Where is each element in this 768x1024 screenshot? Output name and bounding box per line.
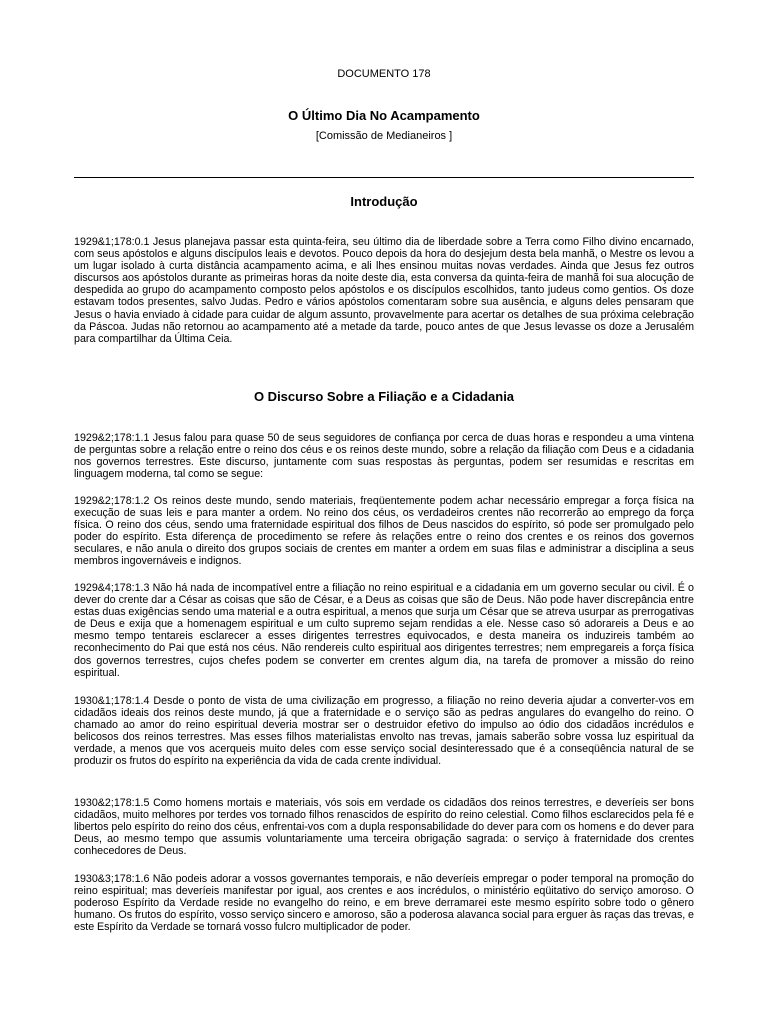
- paragraph: 1929&2;178:1.1 Jesus falou para quase 50 de seus seguidores de confiança por cerca de duas horas e respondeu a uma vintena de perguntas sobre a relação entre o reino dos céus e os reinos deste mundo, sobre a relação da filiação com Deus e a cidadania nos governos terrestres. Este discurso, juntamente com suas respostas às perguntas, podem ser resumidas e rescritas em linguagem moderna, tal como se segue:: [74, 432, 694, 481]
- horizontal-rule: [74, 177, 694, 178]
- paragraph: 1929&2;178:1.2 Os reinos deste mundo, sendo materiais, freqüentemente podem achar necessário empregar a força física na execução de suas leis e para manter a ordem. No reino dos céus, os verdadeiros crentes não recorrerão ao emprego da força física. O reino dos céus, sendo uma fraternidade espiritual dos filhos de Deus nascidos do espírito, só pode ser promulgado pelo poder do espírito. Esta diferença de procedimento se refere às relações entre o reino dos crentes e os reinos dos governos seculares, e não anula o direito dos grupos sociais de crentes em manter a ordem em suas filas e administrar a disciplina a seus membros ingovernáveis e indignos.: [74, 495, 694, 568]
- section-heading-introduction: Introdução: [350, 194, 418, 209]
- paragraph: 1930&3;178:1.6 Não podeis adorar a vossos governantes temporais, e não deveríeis empregar o poder temporal na promoção do reino espiritual; mas deveríeis manifestar por igual, aos crentes e aos incrédulos, o ministério eqüitativo do serviço amoroso. O poderoso Espírito da Verdade reside no evangelho do reino, e em breve derramarei este mesmo espírito sobre todo o gênero humano. Os frutos do espírito, vosso serviço sincero e amoroso, são a poderosa alavanca social para erguer às raças das trevas, e este Espírito da Verdade se tornará vosso fulcro multiplicador de poder.: [74, 873, 694, 934]
- document-title: O Último Dia No Acampamento: [288, 108, 480, 123]
- section-heading-discourse: O Discurso Sobre a Filiação e a Cidadania: [253, 389, 515, 404]
- paragraph: 1930&1;178:1.4 Desde o ponto de vista de uma civilização em progresso, a filiação no reino deveria ajudar a converter-vos em cidadãos ideais dos reinos deste mundo, já que a fraternidade e o serviço são as pedras angulares do evangelho do reino. O chamado ao amor do reino espiritual deveria mostrar ser o destruidor efetivo do impulso ao ódio dos cidadãos incrédulos e belicosos dos reinos terrestres. Mas esses filhos materialistas envolto nas trevas, jamais saberão sobre vossa luz espiritual da verdade, a menos que vos acerqueis muito deles com esse serviço social desinteressado que é a conseqüência natural de se produzir os frutos do espírito na experiência da vida de cada crente individual.: [74, 695, 694, 768]
- paragraph: 1930&2;178:1.5 Como homens mortais e materiais, vós sois em verdade os cidadãos dos reinos terrestres, e deveríeis ser bons cidadãos, muito melhores por terdes vos tornado filhos renascidos de espírito do reino celestial. Como filhos esclarecidos pela fé e libertos pelo espírito do reino dos céus, enfrentai-vos com a dupla responsabilidade do dever para com os homens e do dever para Deus, ao mesmo tempo que assumis voluntariamente uma terceira obrigação sagrada: o serviço à fraternidade dos crentes conhecedores de Deus.: [74, 797, 694, 858]
- paragraph: 1929&1;178:0.1 Jesus planejava passar esta quinta-feira, seu último dia de liberdade sobre a Terra como Filho divino encarnado, com seus apóstolos e alguns discípulos leais e devotos. Pouco depois da hora do desjejum desta bela manhã, o Mestre os levou a um lugar isolado à curta distância acampamento acima, e ali lhes ensinou muitas novas verdades. Ainda que Jesus fez outros discursos aos apóstolos durante as primeiras horas da noite deste dia, esta conversa da quinta-feira de manhã foi sua alocução de despedida ao grupo do acampamento composto pelos apóstolos e os discípulos escolhidos, tanto judeus como gentios. Os doze estavam todos presentes, salvo Judas. Pedro e vários apóstolos comentaram sobre sua ausência, e alguns deles pensaram que Jesus o havia enviado à cidade para cuidar de algum assunto, provavelmente para acertar os detalhes de sua próxima celebração da Páscoa. Judas não retornou ao acampamento até a metade da tarde, pouco antes de que Jesus levasse os doze a Jerusalém para compartilhar da Última Ceia.: [74, 236, 694, 345]
- paragraph: 1929&4;178:1.3 Não há nada de incompatível entre a filiação no reino espiritual e a cidadania em um governo secular ou civil. É o dever do crente dar a César as coisas que são de César, e a Deus as coisas que são de Deus. Não pode haver discrepância entre estas duas exigências sendo uma material e a outra espiritual, a menos que surja um César que se atreva usurpar as prerrogativas de Deus e exija que a homenagem espiritual e um culto supremo sejam rendidas a ele. Nesse caso só adorareis a Deus e ao mesmo tempo tentareis esclarecer a esses dirigentes terrestres equivocados, e desta maneira os induzireis também ao reconhecimento do Pai que está nos céus. Não rendereis culto espiritual aos dirigentes terrestres; nem empregareis a força física dos governos terrestres, cujos chefes podem se converter em crentes algum dia, na tarefa de promover a missão do reino espiritual.: [74, 582, 694, 679]
- document-author: [Comissão de Medianeiros ]: [315, 130, 453, 142]
- document-number: DOCUMENTO 178: [337, 68, 431, 80]
